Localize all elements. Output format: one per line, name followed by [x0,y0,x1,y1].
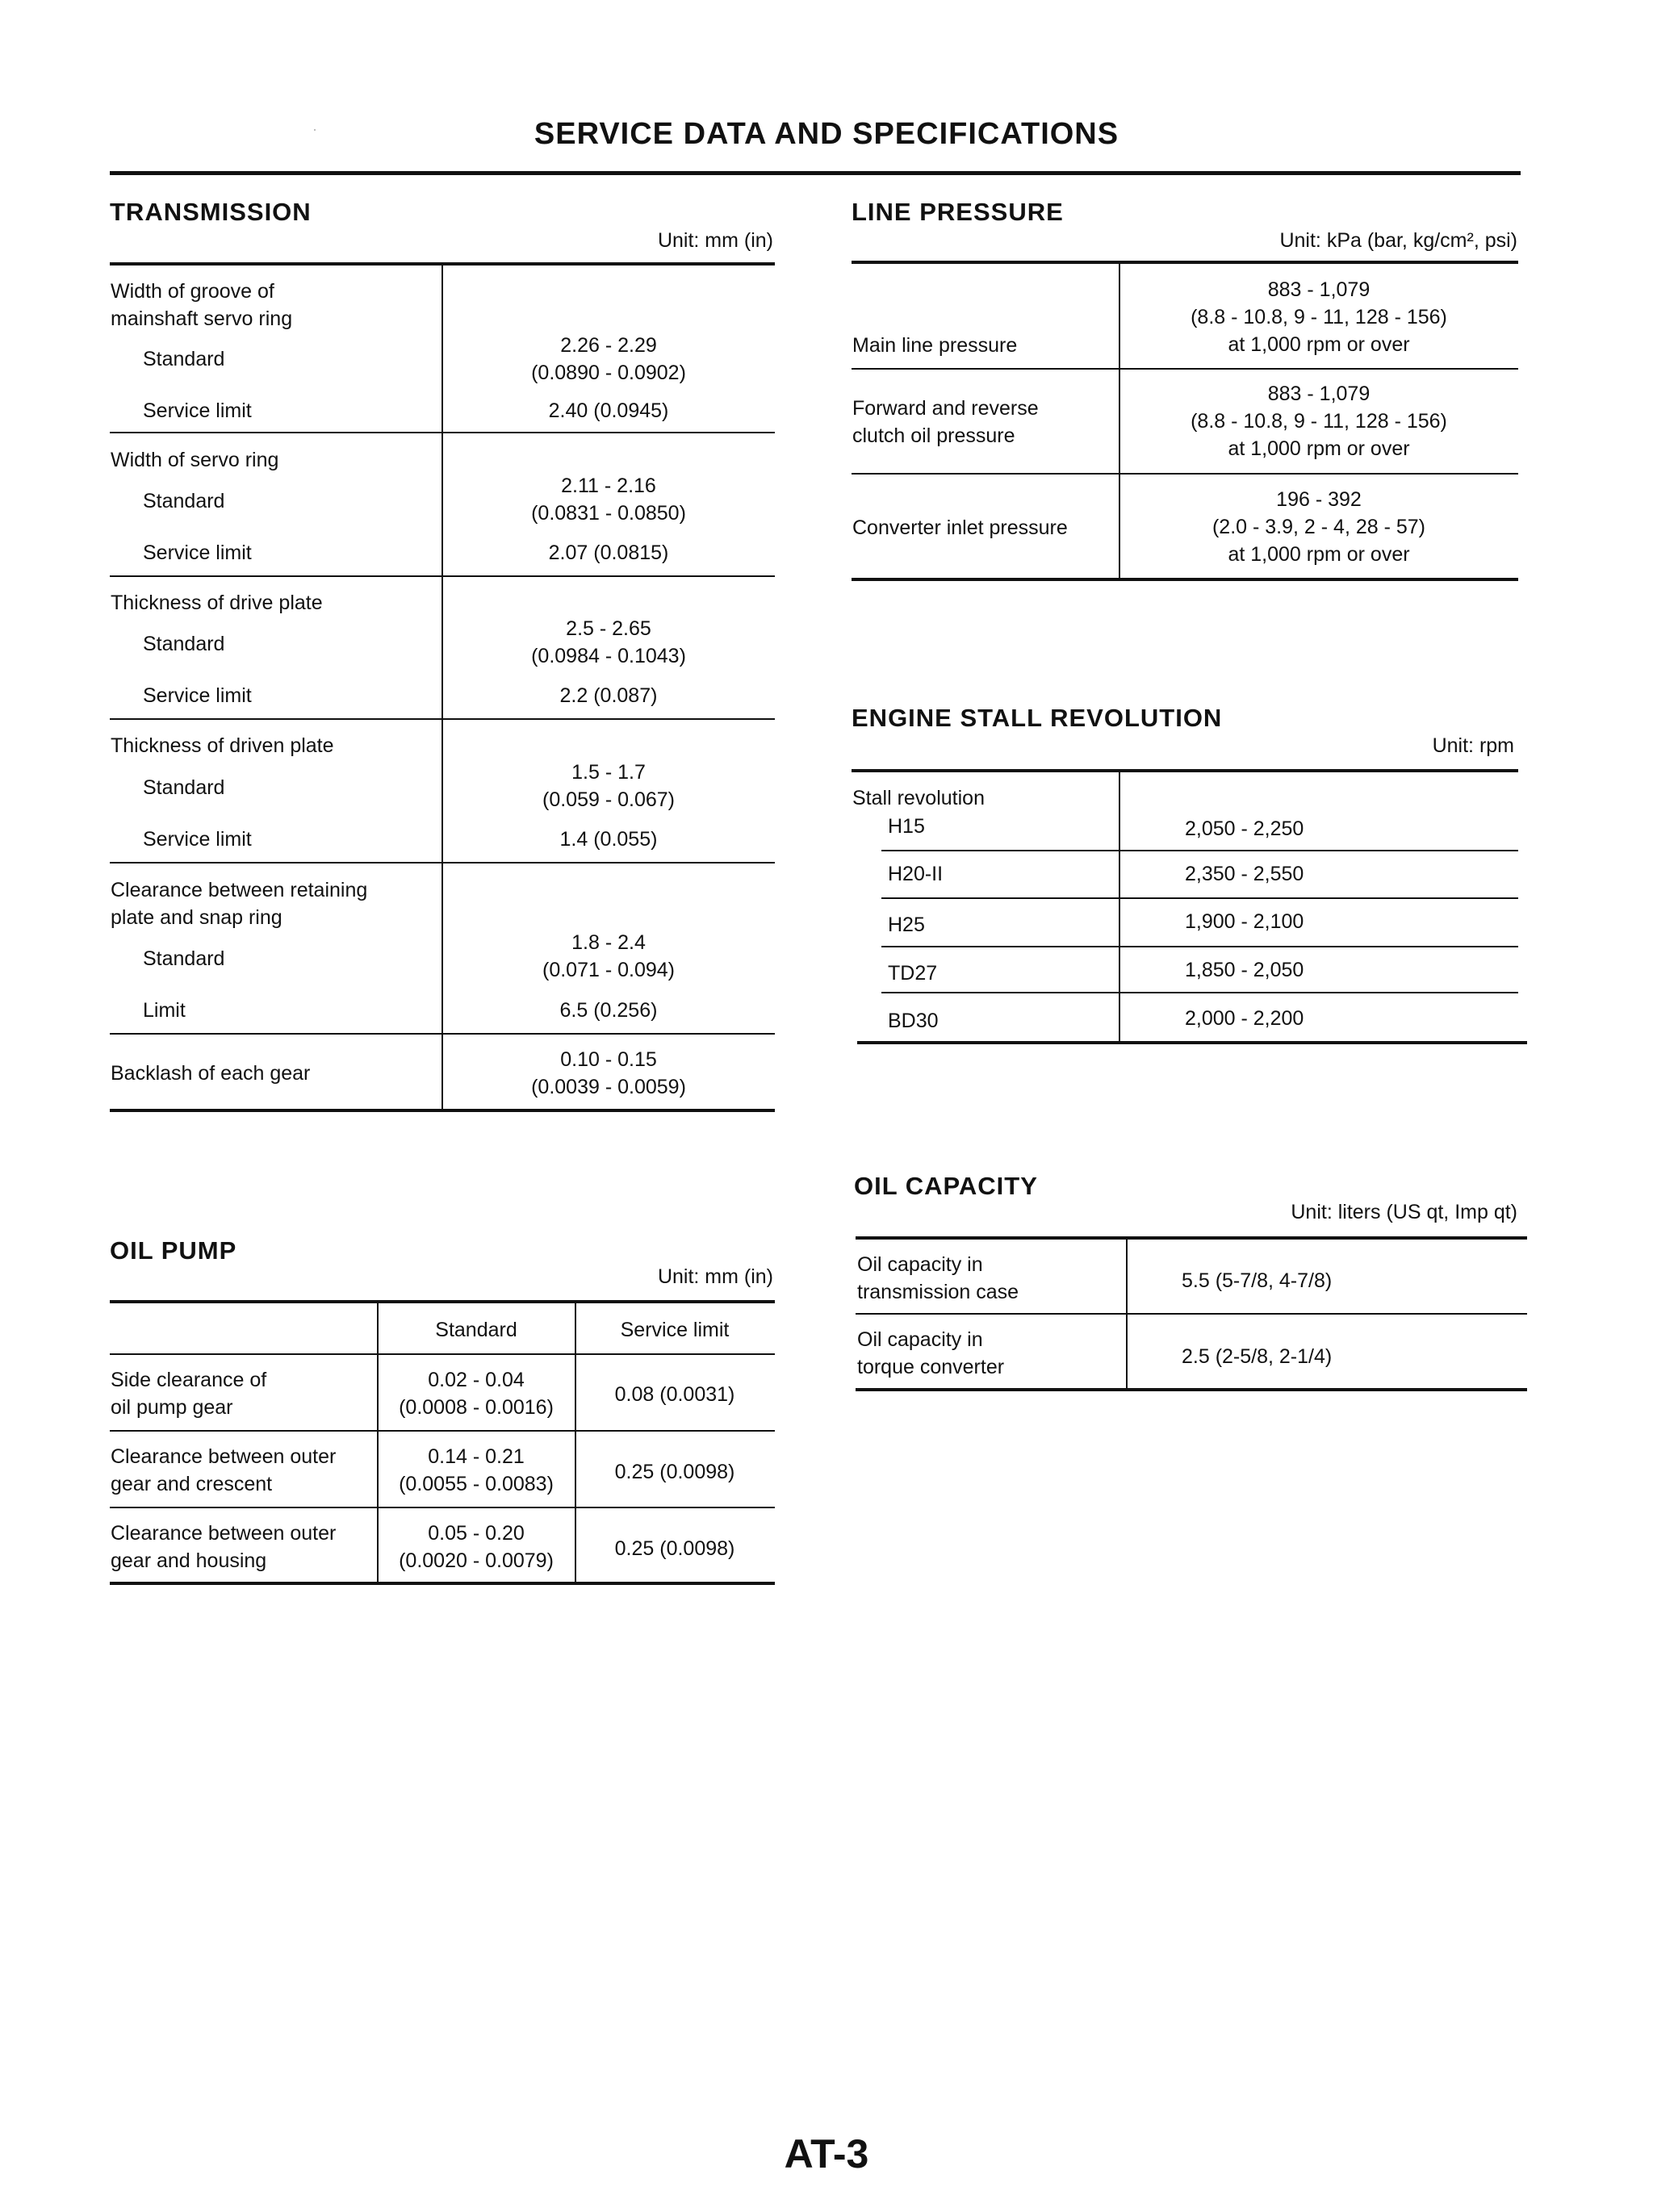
oil-pump-standard-value: 0.05 - 0.20 (0.0020 - 0.0079) [399,1522,554,1572]
oil-capacity-value: 5.5 (5-7/8, 4-7/8) [1182,1269,1333,1292]
row-divider [110,1430,775,1432]
table-top-rule [852,769,1518,772]
transmission-row-value: 1.8 - 2.4 (0.071 - 0.094) [542,931,675,981]
transmission-row-label: Standard [143,633,225,655]
stall-group-label: Stall revolution [852,787,985,809]
transmission-row-label: Standard [143,776,225,799]
transmission-group-label: Thickness of drive plate [111,592,323,614]
engine-stall-title: ENGINE STALL REVOLUTION [852,704,1223,732]
transmission-group-label: Backlash of each gear [111,1062,311,1085]
table-bottom-rule [852,578,1518,581]
row-divider [881,897,1518,899]
line-pressure-value: 883 - 1,079 (8.8 - 10.8, 9 - 11, 128 - 156) at 1,000 rpm or over [1191,383,1447,460]
transmission-row-label: Service limit [143,828,252,851]
stall-model-value: 2,050 - 2,250 [1185,817,1304,840]
oil-pump-row-label: Side clearance of oil pump gear [111,1369,267,1419]
row-divider [881,946,1518,947]
transmission-row-value: 2.2 (0.087) [559,684,658,707]
transmission-group-label: Width of servo ring [111,449,279,471]
transmission-row-label: Standard [143,947,225,970]
oil-pump-limit-value: 0.25 (0.0098) [614,1537,735,1560]
table-top-rule [110,1300,775,1303]
transmission-row-label: Standard [143,490,225,512]
transmission-row-value: 1.5 - 1.7 (0.059 - 0.067) [542,761,675,811]
table-top-rule [852,261,1518,264]
transmission-row-value: 6.5 (0.256) [559,999,658,1022]
page-number: AT-3 [784,2131,869,2176]
line-pressure-label: Converter inlet pressure [852,516,1068,539]
oil-pump-row-label: Clearance between outer gear and crescent [111,1445,337,1495]
transmission-row-value: 2.5 - 2.65 (0.0984 - 0.1043) [531,617,686,667]
oil-pump-standard-value: 0.02 - 0.04 (0.0008 - 0.0016) [399,1369,554,1419]
row-divider [110,1033,775,1035]
oil-capacity-label: Oil capacity in transmission case [857,1253,1019,1303]
transmission-row-value: 2.07 (0.0815) [548,542,669,564]
transmission-row-value: 2.40 (0.0945) [548,399,669,422]
transmission-row-value: 1.4 (0.055) [559,828,658,851]
transmission-group-label: Clearance between retaining plate and snap ring [111,879,368,929]
transmission-row-label: Service limit [143,684,252,707]
row-divider [110,432,775,433]
transmission-row-value: 2.11 - 2.16 (0.0831 - 0.0850) [531,475,686,525]
transmission-row-label: Service limit [143,399,252,422]
transmission-row-label: Service limit [143,542,252,564]
table-top-rule [856,1236,1527,1240]
oil-pump-standard-value: 0.14 - 0.21 (0.0055 - 0.0083) [399,1445,554,1495]
transmission-row-value: 2.26 - 2.29 (0.0890 - 0.0902) [531,334,686,384]
scan-speck [314,129,316,131]
row-divider [856,1313,1527,1315]
header-rule [110,171,1521,175]
table-bottom-rule [857,1041,1527,1044]
oil-capacity-unit: Unit: liters (US qt, Imp qt) [1291,1201,1517,1223]
table-bottom-rule [856,1388,1527,1391]
stall-model-label: TD27 [888,962,938,985]
engine-stall-unit: Unit: rpm [1432,734,1514,757]
page-title: SERVICE DATA AND SPECIFICATIONS [534,117,1119,151]
column-divider [1119,771,1120,1043]
oil-pump-title: OIL PUMP [110,1236,237,1265]
transmission-group-label: Thickness of driven plate [111,734,334,757]
transmission-group-label: Width of groove of mainshaft servo ring [111,280,293,330]
table-bottom-rule [110,1109,775,1112]
transmission-row-value: 0.10 - 0.15 (0.0039 - 0.0059) [531,1048,686,1098]
line-pressure-value: 883 - 1,079 (8.8 - 10.8, 9 - 11, 128 - 156) at 1,000 rpm or over [1191,278,1447,356]
stall-model-label: BD30 [888,1010,939,1032]
transmission-row-label: Limit [143,999,186,1022]
oil-pump-header-limit: Service limit [620,1319,730,1341]
transmission-row-label: Standard [143,348,225,370]
oil-capacity-value: 2.5 (2-5/8, 2-1/4) [1182,1345,1333,1368]
row-divider [881,850,1518,851]
oil-pump-row-label: Clearance between outer gear and housing [111,1522,337,1572]
row-divider [110,1507,775,1508]
oil-pump-limit-value: 0.25 (0.0098) [614,1461,735,1483]
row-divider [110,718,775,720]
line-pressure-label: Main line pressure [852,334,1018,357]
oil-pump-limit-value: 0.08 (0.0031) [614,1383,735,1406]
stall-model-value: 2,000 - 2,200 [1185,1007,1304,1030]
transmission-title: TRANSMISSION [110,198,312,226]
oil-capacity-label: Oil capacity in torque converter [857,1328,1005,1378]
stall-model-value: 1,900 - 2,100 [1185,910,1304,933]
row-divider [110,862,775,863]
line-pressure-value: 196 - 392 (2.0 - 3.9, 2 - 4, 28 - 57) at 1,000 rpm or over [1212,488,1425,566]
row-divider [852,473,1518,475]
column-divider [1126,1238,1128,1391]
stall-model-value: 2,350 - 2,550 [1185,863,1304,885]
line-pressure-label: Forward and reverse clutch oil pressure [852,397,1039,447]
stall-model-label: H15 [888,815,925,838]
transmission-unit: Unit: mm (in) [657,229,773,252]
oil-capacity-title: OIL CAPACITY [854,1172,1038,1200]
row-divider [110,575,775,577]
stall-model-label: H20-II [888,863,944,885]
oil-pump-header-standard: Standard [435,1319,517,1341]
stall-model-value: 1,850 - 2,050 [1185,959,1304,981]
stall-model-label: H25 [888,914,925,936]
oil-pump-unit: Unit: mm (in) [657,1265,773,1288]
line-pressure-title: LINE PRESSURE [852,198,1064,226]
row-divider [881,992,1518,993]
row-divider [110,1353,775,1355]
line-pressure-unit: Unit: kPa (bar, kg/cm², psi) [1279,229,1517,252]
table-bottom-rule [110,1582,775,1585]
row-divider [852,368,1518,370]
